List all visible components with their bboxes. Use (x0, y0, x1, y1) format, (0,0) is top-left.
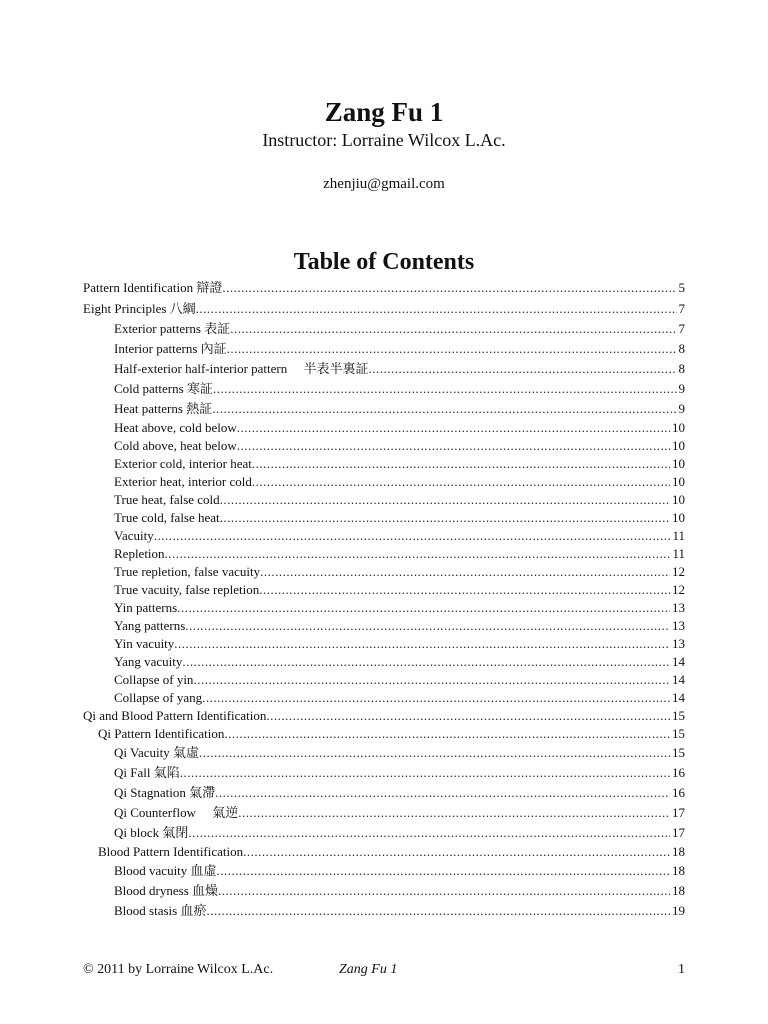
toc-leader-dots (206, 901, 670, 921)
toc-entry[interactable] (83, 617, 685, 635)
toc-entry-label: Qi Pattern Identification (98, 726, 225, 741)
toc-entry[interactable] (83, 419, 685, 437)
toc-entry[interactable] (83, 399, 685, 419)
toc-entry[interactable] (83, 491, 685, 509)
toc-entry-page: 17 (670, 823, 685, 843)
toc-heading: Table of Contents (293, 249, 475, 275)
toc-entry[interactable] (83, 689, 685, 707)
toc-leader-dots (165, 545, 671, 563)
toc-entry-label: Yin patterns (114, 600, 178, 615)
toc-entry-page: 15 (670, 743, 685, 763)
toc-entry-page: 13 (672, 636, 685, 651)
toc-entry-page: 17 (670, 803, 685, 823)
toc-entry-page: 18 (672, 844, 685, 859)
toc-leader-dots (369, 359, 677, 379)
toc-entry-label: Pattern Identification 辯證 (83, 277, 222, 298)
toc-entry-label: Eight Principles 八綱 (83, 298, 196, 319)
toc-entry-label: Collapse of yang (114, 690, 203, 705)
toc-leader-dots (230, 319, 676, 339)
toc-entry-label: Qi Counterflow 氣逆 (114, 803, 238, 823)
toc-entry[interactable] (83, 635, 685, 653)
toc-entry-label: Cold above, heat below (114, 438, 237, 453)
toc-entry-label: Yang patterns (114, 618, 186, 633)
toc-entry-page: 9 (677, 399, 686, 419)
toc-leader-dots (266, 707, 670, 725)
toc-entry[interactable] (83, 901, 685, 921)
toc-entry-page: 10 (672, 510, 685, 525)
toc-entry-page: 10 (672, 474, 685, 489)
toc-entry-page: 14 (672, 690, 685, 705)
toc-entry[interactable] (83, 707, 685, 725)
toc-leader-dots (193, 671, 670, 689)
toc-entry[interactable] (83, 783, 685, 803)
toc-leader-dots (222, 277, 676, 298)
instructor-line: Instructor: Lorraine Wilcox L.Ac. (262, 130, 506, 150)
toc-entry-label: Exterior heat, interior cold (114, 474, 252, 489)
toc-entry[interactable] (83, 455, 685, 473)
toc-entry-page: 18 (670, 861, 685, 881)
toc-entry-label: Heat above, cold below (114, 420, 237, 435)
toc-entry-page: 14 (672, 654, 685, 669)
toc-leader-dots (224, 725, 670, 743)
toc-leader-dots (227, 339, 677, 359)
toc-entry[interactable] (83, 509, 685, 527)
toc-entry-label: Qi Fall 氣陷 (114, 763, 180, 783)
toc-entry[interactable] (83, 743, 685, 763)
toc-entry[interactable] (83, 379, 685, 399)
toc-entry-label: True heat, false cold (114, 492, 220, 507)
toc-entry-page: 12 (672, 582, 685, 597)
toc-entry-label: Repletion (114, 546, 165, 561)
toc-leader-dots (252, 455, 670, 473)
toc-leader-dots (174, 635, 670, 653)
toc-leader-dots (243, 843, 670, 861)
toc-entry-page: 8 (677, 339, 686, 359)
toc-leader-dots (196, 298, 677, 319)
toc-entry-label: Heat patterns 熱証 (114, 399, 212, 419)
toc-leader-dots (180, 763, 670, 783)
toc-leader-dots (237, 419, 670, 437)
toc-leader-dots (188, 823, 670, 843)
toc-entry[interactable] (83, 823, 685, 843)
toc-entry[interactable] (83, 319, 685, 339)
toc-entry-page: 16 (670, 783, 685, 803)
toc-entry[interactable] (83, 581, 685, 599)
toc-entry-page: 9 (677, 379, 686, 399)
toc-entry[interactable] (83, 671, 685, 689)
toc-entry-page: 10 (672, 456, 685, 471)
toc-leader-dots (220, 491, 670, 509)
toc-leader-dots (220, 509, 670, 527)
toc-leader-dots (202, 689, 670, 707)
toc-entry-label: Qi and Blood Pattern Identification (83, 708, 267, 723)
toc-leader-dots (218, 881, 670, 901)
toc-entry-page: 15 (672, 708, 685, 723)
toc-entry-page: 13 (672, 618, 685, 633)
toc-entry-page: 7 (677, 298, 686, 319)
toc-entry[interactable] (83, 339, 685, 359)
toc-entry[interactable] (83, 437, 685, 455)
toc-entry-page: 12 (672, 564, 685, 579)
toc-leader-dots (177, 599, 670, 617)
toc-entry-page: 19 (670, 901, 685, 921)
toc-entry[interactable] (83, 359, 685, 379)
toc-entry-page: 5 (677, 277, 686, 298)
toc-entry-page: 16 (670, 763, 685, 783)
toc-leader-dots (217, 861, 670, 881)
toc-entry-label: Cold patterns 寒証 (114, 379, 213, 399)
toc-entry[interactable] (83, 861, 685, 881)
toc-leader-dots (182, 653, 670, 671)
toc-entry[interactable] (83, 881, 685, 901)
toc-entry-label: Exterior cold, interior heat (114, 456, 252, 471)
toc-entry-label: Collapse of yin (114, 672, 194, 687)
toc-leader-dots (154, 527, 671, 545)
toc-entry[interactable] (83, 563, 685, 581)
toc-leader-dots (252, 473, 670, 491)
toc-leader-dots (213, 379, 677, 399)
toc-entry-page: 11 (672, 528, 685, 543)
toc-entry-label: Blood stasis 血瘀 (114, 901, 206, 921)
toc-entry-label: Blood vacuity 血虛 (114, 861, 217, 881)
footer-page-number: 1 (678, 962, 685, 977)
toc-leader-dots (185, 617, 670, 635)
toc-leader-dots (260, 563, 670, 581)
toc-leader-dots (199, 743, 670, 763)
footer-copyright: © 2011 by Lorraine Wilcox L.Ac. (83, 962, 274, 977)
toc-entry[interactable] (83, 843, 685, 861)
footer-running-title: Zang Fu 1 (339, 962, 398, 977)
toc-entry-page: 14 (672, 672, 685, 687)
toc-entry[interactable] (83, 473, 685, 491)
toc-leader-dots (215, 783, 670, 803)
toc-entry-page: 7 (677, 319, 686, 339)
toc-entry-label: Qi block 氣閉 (114, 823, 188, 843)
toc-leader-dots (259, 581, 670, 599)
toc-entry-page: 11 (672, 546, 685, 561)
toc-entry[interactable] (83, 545, 685, 563)
table-of-contents (83, 277, 685, 921)
toc-leader-dots (212, 399, 676, 419)
toc-entry[interactable] (83, 653, 685, 671)
toc-entry[interactable] (83, 527, 685, 545)
toc-leader-dots (238, 803, 670, 823)
toc-entry-page: 18 (670, 881, 685, 901)
toc-entry[interactable] (83, 599, 685, 617)
toc-entry-label: Blood dryness 血燥 (114, 881, 218, 901)
contact-email: zhenjiu@gmail.com (323, 176, 445, 192)
toc-entry-label: Yang vacuity (114, 654, 183, 669)
toc-entry-label: Half-exterior half-interior pattern 半表半裏証 (114, 359, 369, 379)
toc-entry[interactable] (83, 298, 685, 319)
toc-entry-label: True repletion, false vacuity (114, 564, 261, 579)
page-footer (83, 960, 685, 980)
toc-entry[interactable] (83, 277, 685, 298)
toc-entry-label: Yin vacuity (114, 636, 175, 651)
toc-entry-page: 10 (672, 420, 685, 435)
toc-entry[interactable] (83, 803, 685, 823)
document-title: Zang Fu 1 (324, 97, 444, 127)
toc-entry-page: 13 (672, 600, 685, 615)
toc-entry-label: Qi Stagnation 氣滯 (114, 783, 215, 803)
toc-entry-label: Exterior patterns 表証 (114, 319, 230, 339)
toc-entry-label: True vacuity, false repletion (114, 582, 260, 597)
toc-entry[interactable] (83, 763, 685, 783)
toc-entry-label: Blood Pattern Identification (98, 844, 244, 859)
toc-leader-dots (237, 437, 670, 455)
toc-entry-label: True cold, false heat (114, 510, 220, 525)
toc-entry-label: Vacuity (114, 528, 154, 543)
toc-entry-page: 15 (672, 726, 685, 741)
toc-entry-label: Interior patterns 內証 (114, 339, 227, 359)
toc-entry-page: 10 (672, 492, 685, 507)
toc-entry-page: 10 (672, 438, 685, 453)
toc-entry[interactable] (83, 725, 685, 743)
toc-entry-label: Qi Vacuity 氣虛 (114, 743, 199, 763)
toc-entry-page: 8 (677, 359, 686, 379)
